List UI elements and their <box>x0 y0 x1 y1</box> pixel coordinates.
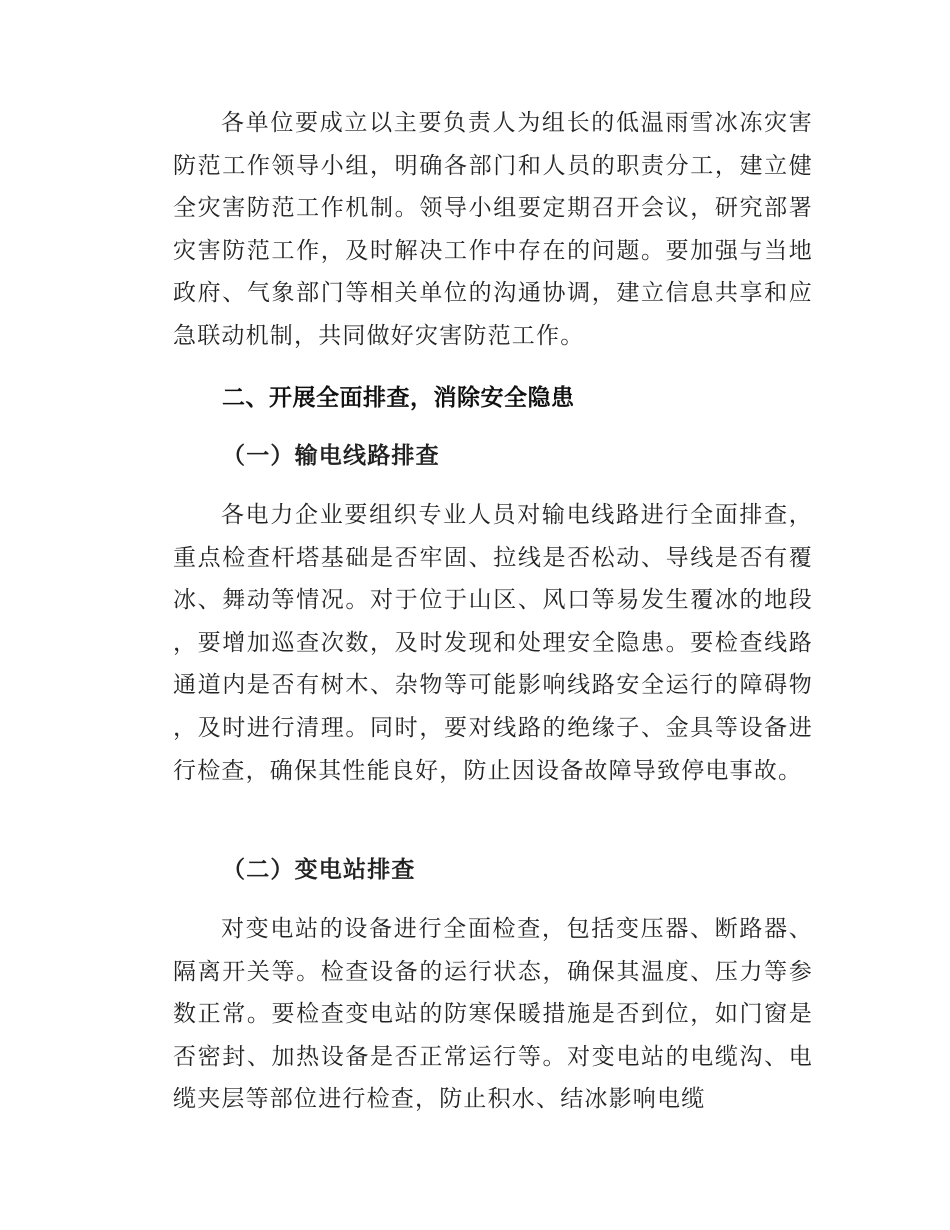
paragraph-leadership-group: 各单位要成立以主要负责人为组长的低温雨雪冰冻灾害防范工作领导小组，明确各部门和人员的职责分工，建立健全灾害防范工作机制。领导小组要定期召开会议，研究部署灾害防范工作，及时解决工作中存在的问题。要加强与当地政府、气象部门等相关单位的沟通协调，建立信息共享和应急联动机制，共同做好灾害防范工作。 <box>173 110 813 349</box>
section-heading-inspection: 二、开展全面排查，消除安全隐患 <box>222 385 575 411</box>
subsection-heading-transmission-lines: （一）输电线路排查 <box>222 443 440 469</box>
subsection-heading-substations: （二）变电站排查 <box>222 857 416 883</box>
paragraph-transmission-lines: 各电力企业要组织专业人员对输电线路进行全面排查，重点检查杆塔基础是否牢固、拉线是否松动、导线是否有覆冰、舞动等情况。对于位于山区、风口等易发生覆冰的地段，要增加巡查次数，及时发现和处理安全隐患。要检查线路通道内是否有树木、杂物等可能影响线路安全运行的障碍物，及时进行清理。同时，要对线路的绝缘子、金具等设备进行检查，确保其性能良好，防止因设备故障导致停电事故。 <box>173 502 813 784</box>
paragraph-substations: 对变电站的设备进行全面检查，包括变压器、断路器、隔离开关等。检查设备的运行状态，确保其温度、压力等参数正常。要检查变电站的防寒保暖措施是否到位，如门窗是否密封、加热设备是否正常运行等。对变电站的电缆沟、电缆夹层等部位进行检查，防止积水、结冰影响电缆 <box>173 916 813 1113</box>
